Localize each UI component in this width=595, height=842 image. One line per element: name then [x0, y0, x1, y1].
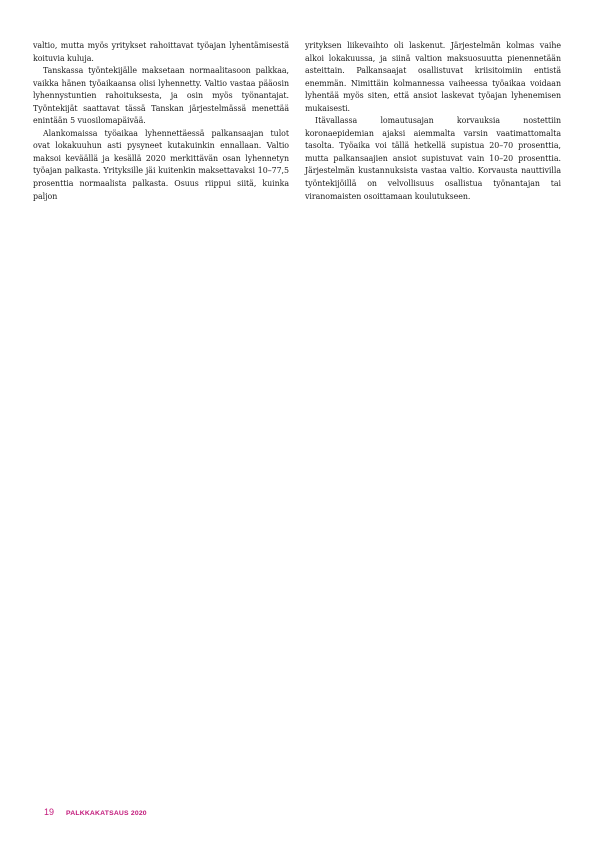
- page-footer: [44, 807, 147, 817]
- paragraph: Alankomaissa työaikaa lyhennettäessä palkansaajan tulot ovat lokakuuhun asti pysyneet kutakuinkin ennallaan. Valtio maksoi keväällä ja kesällä 2020 merkittävän osan lyhennetyn työajan palkasta. Yrityksille jäi kuitenkin maksettavaksi 10–77,5 prosenttia normaalista palkasta. Osuus riippui siitä, kuinka paljon: [33, 128, 289, 201]
- paragraph: valtio, mutta myös yritykset rahoittavat työajan lyhentämisestä koituvia kuluja.: [33, 41, 289, 63]
- publication-title: PALKKAKATSAUS 2020: [66, 810, 147, 817]
- left-text-column: [33, 40, 289, 203]
- paragraph: yrityksen liikevaihto oli laskenut. Järjestelmän kolmas vaihe alkoi lokakuussa, ja siinä valtion maksuosuutta pienennetään asteittain. Palkansaajat osallistuvat kriisitoimiin entistä enemmän. Nimittäin kolmannessa vaiheessa työaikaa voidaan lyhentää myös siten, että ansiot laskevat työajan lyhenemisen mukaisesti.: [305, 41, 561, 113]
- paragraph: Itävallassa lomautusajan korvauksia nostettiin koronaepidemian ajaksi aiemmalta varsin vaatimattomalta tasolta. Työaika voi tällä hetkellä supistua 20–70 prosenttia, mutta palkansaajien ansiot supistuvat vain 10–20 prosenttia. Järjestelmän kustannuksista vastaa valtio. Korvausta nauttivilla työntekijöillä on velvollisuus osallistua työnantajan tai viranomaisten osoittamaan koulutukseen.: [305, 116, 561, 201]
- right-text-column: [305, 40, 561, 203]
- page-number: 19: [44, 807, 55, 817]
- paragraph: Tanskassa työntekijälle maksetaan normaalitasoon palkkaa, vaikka hänen työaikaansa olisi lyhennetty. Valtio vastaa pääosin lyhennystuntien rahoituksesta, ja osin myös työnantajat. Työntekijät saattavat tässä Tanskan järjestelmässä menettää enintään 5 vuosilomapäivää.: [33, 66, 289, 126]
